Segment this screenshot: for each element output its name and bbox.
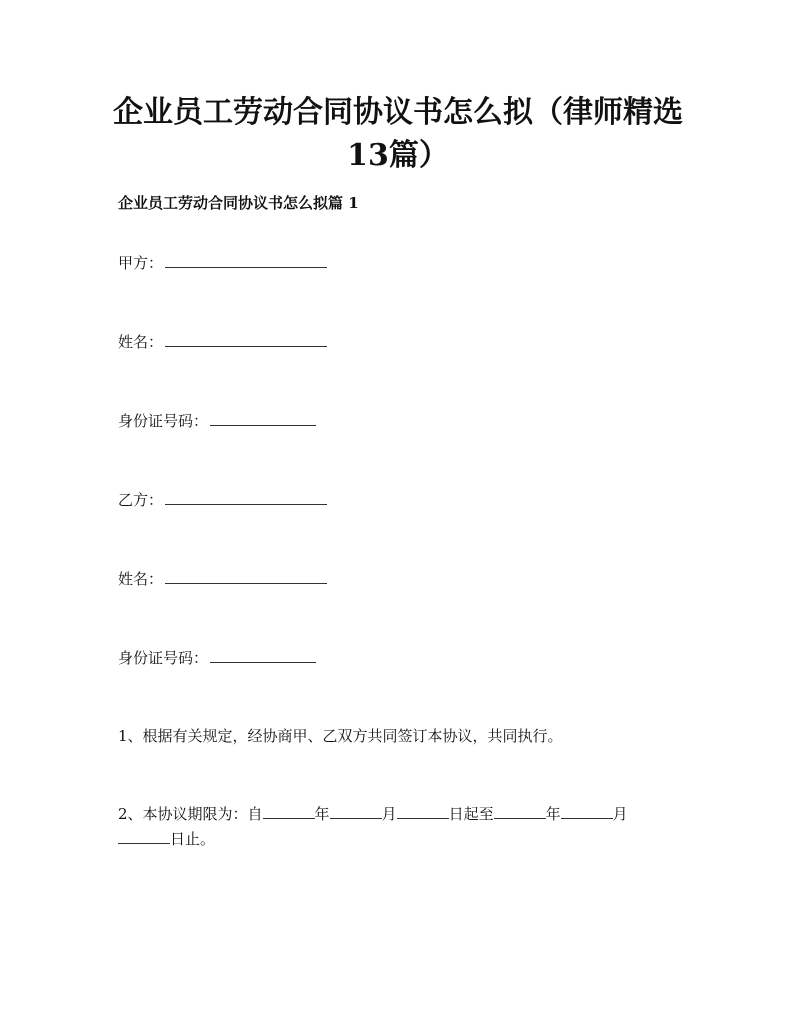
start-day-label: 日起至 bbox=[448, 805, 494, 823]
id-a-field bbox=[118, 410, 316, 432]
name-b-blank bbox=[165, 568, 327, 584]
clause-1: 1、根据有关规定，经协商甲、乙双方共同签订本协议，共同执行。 bbox=[118, 727, 563, 745]
section-heading: 企业员工劳动合同协议书怎么拟篇 1 bbox=[118, 194, 359, 212]
id-b-blank bbox=[210, 647, 316, 663]
party-a-field bbox=[118, 252, 327, 274]
name-b-field bbox=[118, 568, 327, 590]
end-month-label: 月 bbox=[612, 805, 628, 823]
start-year-blank bbox=[263, 803, 315, 819]
clause-2-end: 日止。 bbox=[170, 830, 216, 848]
party-a-blank bbox=[165, 252, 327, 268]
clause-2-prefix: 2、本协议期限为：自 bbox=[118, 805, 263, 823]
party-b-field bbox=[118, 489, 327, 511]
party-b-label: 乙方： bbox=[118, 491, 164, 509]
name-a-field bbox=[118, 331, 327, 353]
name-a-label: 姓名： bbox=[118, 333, 164, 351]
id-b-label: 身份证号码： bbox=[118, 649, 209, 667]
name-a-blank bbox=[165, 331, 327, 347]
id-a-label: 身份证号码： bbox=[118, 412, 209, 430]
id-b-field bbox=[118, 647, 316, 669]
end-year-label: 年 bbox=[545, 805, 561, 823]
name-b-label: 姓名： bbox=[118, 570, 164, 588]
start-month-blank bbox=[330, 803, 382, 819]
document-title-line-2: 13篇） bbox=[347, 138, 449, 173]
start-year-label: 年 bbox=[314, 805, 330, 823]
end-year-blank bbox=[494, 803, 546, 819]
document-title-line-1: 企业员工劳动合同协议书怎么拟（律师精选 bbox=[113, 95, 683, 130]
clause-2-line-2 bbox=[118, 828, 215, 850]
end-day-blank bbox=[118, 828, 170, 844]
clause-2-line-1 bbox=[118, 803, 628, 825]
id-a-blank bbox=[210, 410, 316, 426]
start-month-label: 月 bbox=[381, 805, 397, 823]
end-month-blank bbox=[561, 803, 613, 819]
party-a-label: 甲方： bbox=[118, 254, 164, 272]
party-b-blank bbox=[165, 489, 327, 505]
start-day-blank bbox=[397, 803, 449, 819]
